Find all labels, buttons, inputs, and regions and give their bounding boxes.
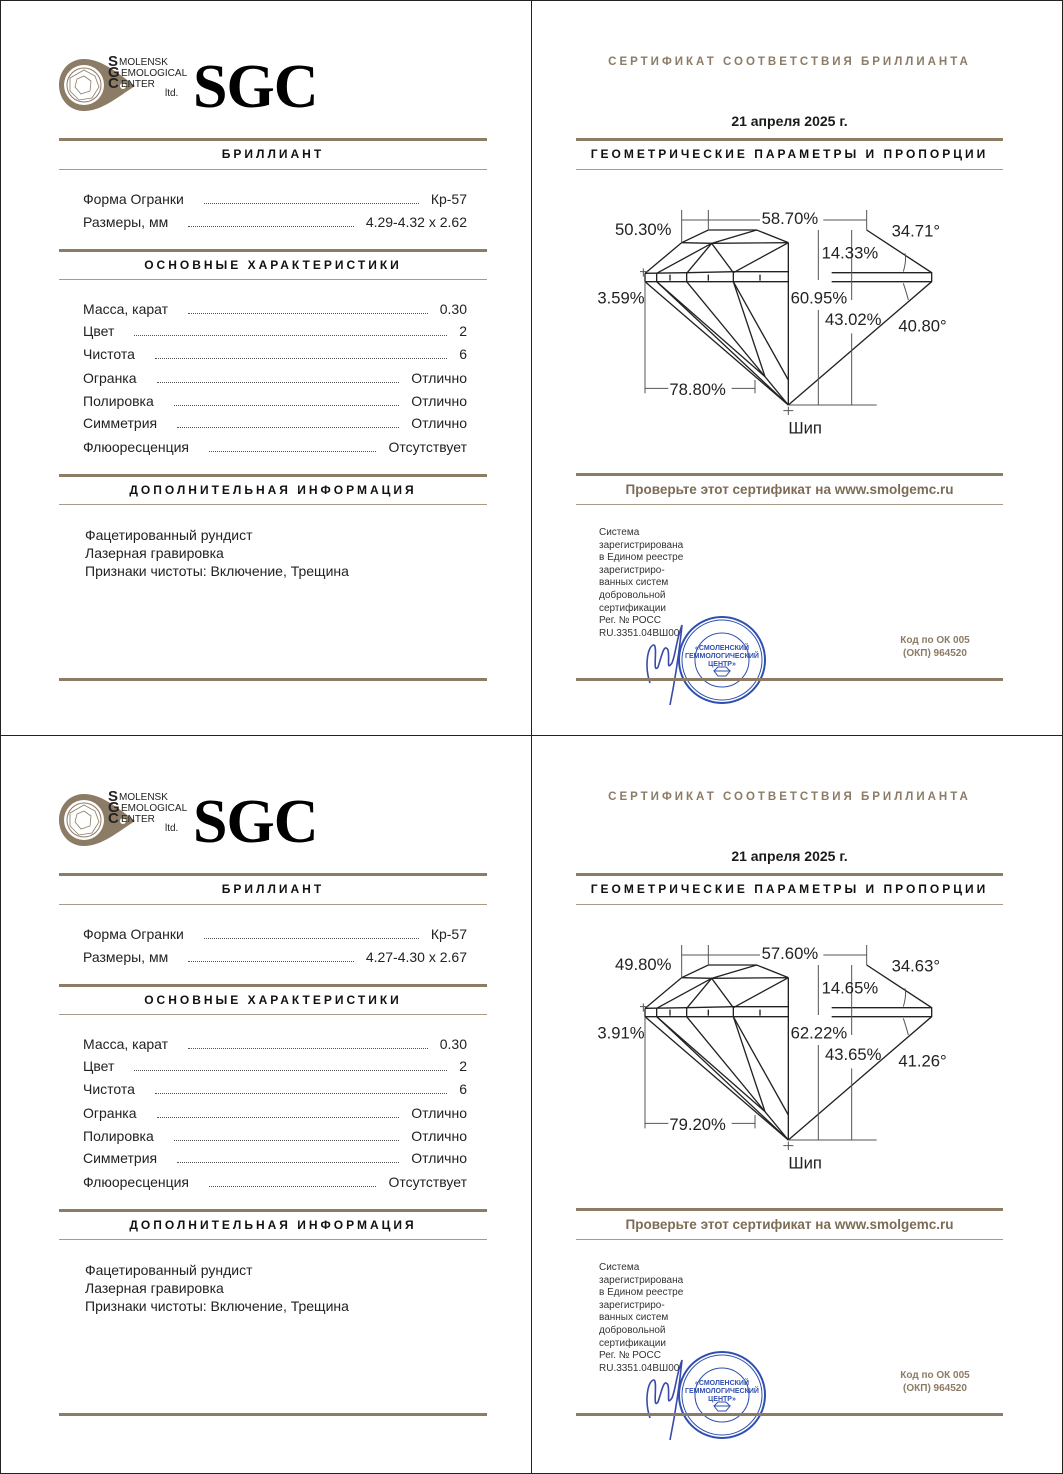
divider	[576, 1239, 1003, 1240]
registration-line: ванных систем	[599, 1312, 669, 1324]
signature-icon	[647, 1360, 682, 1440]
characteristic-row	[83, 1174, 467, 1190]
divider	[576, 873, 1003, 876]
divider	[59, 873, 487, 876]
verify-link[interactable]: Проверьте этот сертификат на www.smolgemc.ru	[625, 482, 954, 497]
signature-icon	[647, 625, 682, 705]
registration-line: ванных систем	[599, 577, 669, 589]
divider	[59, 678, 487, 681]
divider	[576, 473, 1003, 476]
characteristic-value: 6	[459, 346, 467, 362]
registration-line: добровольной	[599, 589, 666, 601]
verify-link[interactable]: Проверьте этот сертификат на www.smolgemc.ru	[625, 1217, 954, 1232]
certificate-title: СЕРТИФИКАТ СООТВЕТСТВИЯ БРИЛЛИАНТА	[608, 56, 971, 68]
divider	[576, 1413, 1003, 1416]
registration-line: добровольной	[599, 1324, 666, 1336]
svg-text:«СМОЛЕНСКИЙ: «СМОЛЕНСКИЙ	[695, 1380, 749, 1387]
characteristic-value: 2	[459, 1058, 467, 1074]
okp-code-line1: Код по ОК 005	[900, 1370, 970, 1381]
characteristic-label: Огранка	[83, 370, 137, 386]
certificate-date: 21 апреля 2025 г.	[731, 848, 848, 864]
characteristic-value: Отлично	[411, 370, 467, 386]
registration-line: Рег. № РОСС	[599, 1350, 661, 1362]
okp-code-line1: Код по ОК 005	[900, 635, 970, 646]
characteristic-row	[83, 370, 467, 386]
section-title-characteristics: ОСНОВНЫЕ ХАРАКТЕРИСТИКИ	[144, 993, 402, 1007]
svg-text:ЦЕНТР»: ЦЕНТР»	[708, 1396, 736, 1403]
official-stamp-icon	[630, 1340, 770, 1445]
crown-angle-label: 34.71°	[891, 221, 941, 241]
info-line: Признаки чистоты: Включение, Трещина	[85, 1298, 349, 1314]
logo-initials: SGC	[108, 788, 120, 827]
registration-line: RU.3351.04ВШ00	[599, 627, 680, 639]
characteristic-value: Отлично	[411, 1105, 467, 1121]
characteristic-value: Отлично	[411, 1150, 467, 1166]
girdle-label: 3.91%	[597, 1023, 645, 1043]
characteristic-row	[83, 393, 467, 409]
crown-height-label: 50.30%	[615, 220, 672, 239]
characteristic-label: Симметрия	[83, 1150, 158, 1166]
registration-line: сертификации	[599, 602, 666, 614]
table-label: 57.60%	[761, 944, 819, 963]
characteristic-label: Флюоресценция	[83, 1174, 190, 1190]
svg-text:ГЕММОЛОГИЧЕСКИЙ: ГЕММОЛОГИЧЕСКИЙ	[685, 653, 759, 660]
crown-depth-label: 14.33%	[821, 243, 879, 263]
girdle-label: 3.59%	[597, 288, 645, 308]
characteristic-row	[83, 346, 467, 362]
logo-text: EMOLOGICAL	[121, 68, 188, 79]
divider	[576, 904, 1003, 905]
divider	[59, 984, 487, 987]
info-line: Лазерная гравировка	[85, 545, 224, 561]
logo-initials: SGC	[108, 53, 120, 92]
section-title-geometry: ГЕОМЕТРИЧЕСКИЕ ПАРАМЕТРЫ И ПРОПОРЦИИ	[590, 147, 989, 161]
dimensions-row: Размеры, мм 4.27-4.30 x 2.67	[83, 949, 467, 965]
characteristic-row	[83, 415, 467, 431]
registration-line: зарегистриро-	[599, 564, 665, 576]
info-line: Фацетированный рундист	[85, 1262, 253, 1278]
section-title-characteristics: ОСНОВНЫЕ ХАРАКТЕРИСТИКИ	[144, 258, 402, 272]
characteristic-label: Флюоресценция	[83, 439, 190, 455]
characteristic-label: Цвет	[83, 1058, 115, 1074]
divider	[576, 169, 1003, 170]
pavilion-depth-label: 43.65%	[825, 1045, 882, 1064]
logo-text: MOLENSK	[119, 792, 168, 803]
logo-text: MOLENSK	[119, 57, 168, 68]
characteristic-value: Отлично	[411, 415, 467, 431]
characteristic-label: Огранка	[83, 1105, 137, 1121]
characteristic-value: 0.30	[439, 1036, 467, 1052]
okp-code-line2: (ОКП) 964520	[903, 648, 967, 659]
brand-title: SGC	[193, 788, 318, 856]
crown-height-label: 49.80%	[615, 955, 672, 974]
registration-line: зарегистриро-	[599, 1299, 665, 1311]
characteristic-row	[83, 1036, 467, 1052]
characteristic-label: Чистота	[83, 346, 135, 362]
diamond-outline	[645, 230, 932, 405]
pavilion-angle-label: 40.80°	[898, 316, 947, 336]
characteristic-row	[83, 1150, 467, 1166]
characteristic-value: 2	[459, 323, 467, 339]
divider	[59, 169, 487, 170]
divider	[576, 1208, 1003, 1211]
divider	[59, 279, 487, 280]
lower-half-label: 79.20%	[669, 1115, 726, 1134]
registration-line: в Едином реестре	[599, 1287, 684, 1299]
characteristic-row	[83, 301, 467, 317]
crown-depth-label: 14.65%	[821, 978, 879, 998]
divider	[59, 474, 487, 477]
okp-code-line2: (ОКП) 964520	[903, 1383, 967, 1394]
characteristic-value: 6	[459, 1081, 467, 1097]
lower-half-label: 78.80%	[669, 380, 726, 399]
logo-text: ENTER	[121, 79, 155, 90]
total-depth-label: 60.95%	[790, 288, 848, 308]
section-title-additional: ДОПОЛНИТЕЛЬНАЯ ИНФОРМАЦИЯ	[129, 1218, 417, 1232]
certificate-title: СЕРТИФИКАТ СООТВЕТСТВИЯ БРИЛЛИАНТА	[608, 791, 971, 803]
characteristic-value: Отсутствует	[388, 439, 467, 455]
registration-line: Система	[599, 527, 640, 538]
characteristic-value: Отлично	[411, 1128, 467, 1144]
culet-label: Шип	[788, 1153, 822, 1173]
registration-line: Система	[599, 1262, 640, 1273]
pavilion-angle-label: 41.26°	[898, 1051, 947, 1071]
characteristic-label: Цвет	[83, 323, 115, 339]
characteristic-label: Чистота	[83, 1081, 135, 1097]
info-line: Признаки чистоты: Включение, Трещина	[85, 563, 349, 579]
registration-line: зарегистрирована	[599, 539, 684, 551]
characteristic-row	[83, 1058, 467, 1074]
diamond-proportions-diagram	[590, 200, 960, 440]
divider	[59, 504, 487, 505]
characteristic-label: Масса, карат	[83, 301, 169, 317]
cut-shape-row: Форма Огранки Кр-57	[83, 926, 467, 942]
svg-text:«СМОЛЕНСКИЙ: «СМОЛЕНСКИЙ	[695, 645, 749, 652]
divider	[59, 1239, 487, 1240]
certificate	[0, 0, 1063, 735]
svg-text:ЦЕНТР»: ЦЕНТР»	[708, 661, 736, 668]
divider	[59, 249, 487, 252]
divider	[59, 1209, 487, 1212]
divider	[576, 138, 1003, 141]
crown-angle-label: 34.63°	[891, 956, 941, 976]
section-title-additional: ДОПОЛНИТЕЛЬНАЯ ИНФОРМАЦИЯ	[129, 483, 417, 497]
registration-line: зарегистрирована	[599, 1274, 684, 1286]
divider	[59, 904, 487, 905]
characteristic-row	[83, 1081, 467, 1097]
logo-text: ltd.	[165, 88, 179, 99]
divider	[59, 1413, 487, 1416]
diamond-proportions-diagram	[590, 935, 960, 1175]
registration-line: Рег. № РОСС	[599, 615, 661, 627]
registration-line: сертификации	[599, 1337, 666, 1349]
brand-title: SGC	[193, 53, 318, 121]
logo-text: ENTER	[121, 814, 155, 825]
characteristic-value: Отсутствует	[388, 1174, 467, 1190]
svg-text:ГЕММОЛОГИЧЕСКИЙ: ГЕММОЛОГИЧЕСКИЙ	[685, 1388, 759, 1395]
cut-shape-row: Форма Огранки Кр-57	[83, 191, 467, 207]
registration-line: RU.3351.04ВШ00	[599, 1362, 680, 1374]
characteristic-label: Полировка	[83, 393, 154, 409]
certificate	[0, 735, 1063, 1470]
characteristic-row	[83, 1105, 467, 1121]
total-depth-label: 62.22%	[790, 1023, 848, 1043]
culet-label: Шип	[788, 418, 822, 438]
divider	[576, 678, 1003, 681]
characteristic-row	[83, 323, 467, 339]
diamond-outline	[645, 965, 932, 1140]
info-line: Фацетированный рундист	[85, 527, 253, 543]
section-title-geometry: ГЕОМЕТРИЧЕСКИЕ ПАРАМЕТРЫ И ПРОПОРЦИИ	[590, 882, 989, 896]
logo-text: ltd.	[165, 823, 179, 834]
divider	[59, 1014, 487, 1015]
pavilion-depth-label: 43.02%	[825, 310, 882, 329]
characteristic-value: 0.30	[439, 301, 467, 317]
characteristic-row	[83, 439, 467, 455]
characteristic-value: Отлично	[411, 393, 467, 409]
divider	[59, 138, 487, 141]
logo-text: EMOLOGICAL	[121, 803, 188, 814]
characteristic-label: Масса, карат	[83, 1036, 169, 1052]
divider	[576, 504, 1003, 505]
dimensions-row: Размеры, мм 4.29-4.32 x 2.62	[83, 214, 467, 230]
characteristic-label: Полировка	[83, 1128, 154, 1144]
info-line: Лазерная гравировка	[85, 1280, 224, 1296]
characteristic-row	[83, 1128, 467, 1144]
official-stamp-icon	[630, 605, 770, 710]
table-label: 58.70%	[761, 209, 819, 228]
section-title-diamond: БРИЛЛИАНТ	[221, 147, 325, 161]
registration-line: в Едином реестре	[599, 552, 684, 564]
section-title-diamond: БРИЛЛИАНТ	[221, 882, 325, 896]
characteristic-label: Симметрия	[83, 415, 158, 431]
certificate-date: 21 апреля 2025 г.	[731, 113, 848, 129]
